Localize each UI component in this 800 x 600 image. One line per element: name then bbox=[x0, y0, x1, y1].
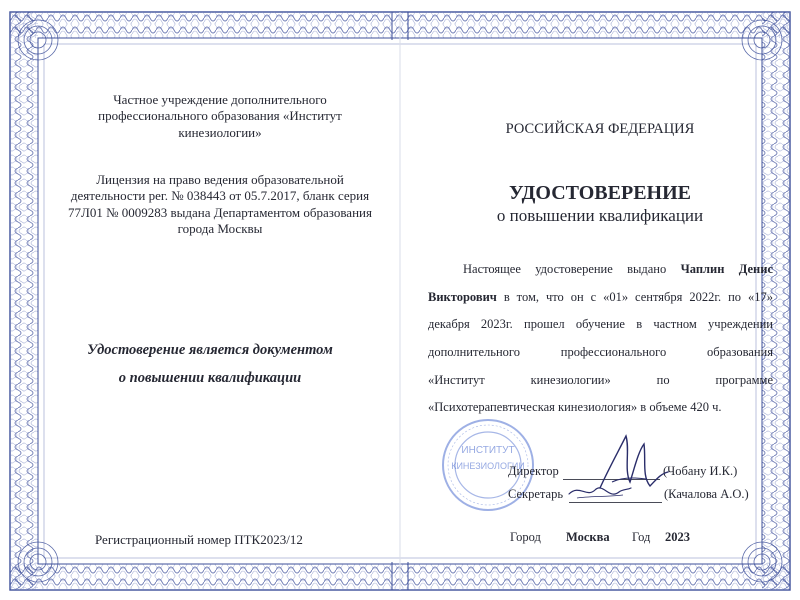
stamp-top-text: ИНСТИТУТ bbox=[461, 445, 515, 456]
year-value: 2023 bbox=[665, 530, 690, 544]
body-line: декабря 2023г. прошел обучение в частном учреждении bbox=[428, 317, 773, 332]
document-title: УДОСТОВЕРЕНИЕ bbox=[509, 182, 691, 204]
country-heading: РОССИЙСКАЯ ФЕДЕРАЦИЯ bbox=[505, 121, 695, 137]
document-note-line1: Удостоверение является документом bbox=[87, 342, 333, 358]
registration-number: Регистрационный номер ПТК2023/12 bbox=[95, 532, 303, 547]
secretary-name: (Качалова А.О.) bbox=[664, 487, 749, 501]
body-line: дополнительного профессионального образования bbox=[428, 344, 773, 359]
holder-patronymic: Викторович bbox=[428, 289, 497, 304]
year-label: Год bbox=[632, 530, 651, 544]
body-line bbox=[428, 262, 773, 278]
institution-name: Частное учреждение дополнительного профессионального образования «Институт кинезиологии» bbox=[98, 92, 342, 140]
document-subtitle: о повышении квалификации bbox=[496, 206, 704, 225]
document-note-line2: о повышении квалификации bbox=[118, 370, 302, 386]
holder-first-name: Чаплин Денис bbox=[680, 262, 773, 276]
secretary-signature bbox=[565, 478, 635, 506]
license-info: Лицензия на право ведения образовательной деятельности рег. № 038443 от 05.7.2017, бланк серия 77Л01 № 0009283 выдана Департаментом образования города Москвы bbox=[68, 172, 372, 236]
body-line bbox=[428, 290, 773, 306]
certificate-body bbox=[428, 262, 773, 416]
body-line: «Институт кинезиологии» по программе bbox=[428, 372, 773, 387]
secretary-label: Секретарь bbox=[508, 487, 564, 501]
stamp-middle-text: КИНЕЗИОЛОГИИ bbox=[451, 461, 525, 471]
body-line2-text: в том, что он с «01» сентября 2022г. по «17» bbox=[503, 289, 774, 304]
body-line1-text: Настоящее удостоверение выдано bbox=[463, 262, 667, 276]
body-line: «Психотерапевтическая кинезиология» в объеме 420 ч. bbox=[428, 400, 722, 415]
city-value: Москва bbox=[566, 530, 610, 544]
director-name: (Чобану И.К.) bbox=[663, 464, 738, 478]
city-label: Город bbox=[510, 530, 541, 544]
director-label: Директор bbox=[508, 464, 559, 478]
